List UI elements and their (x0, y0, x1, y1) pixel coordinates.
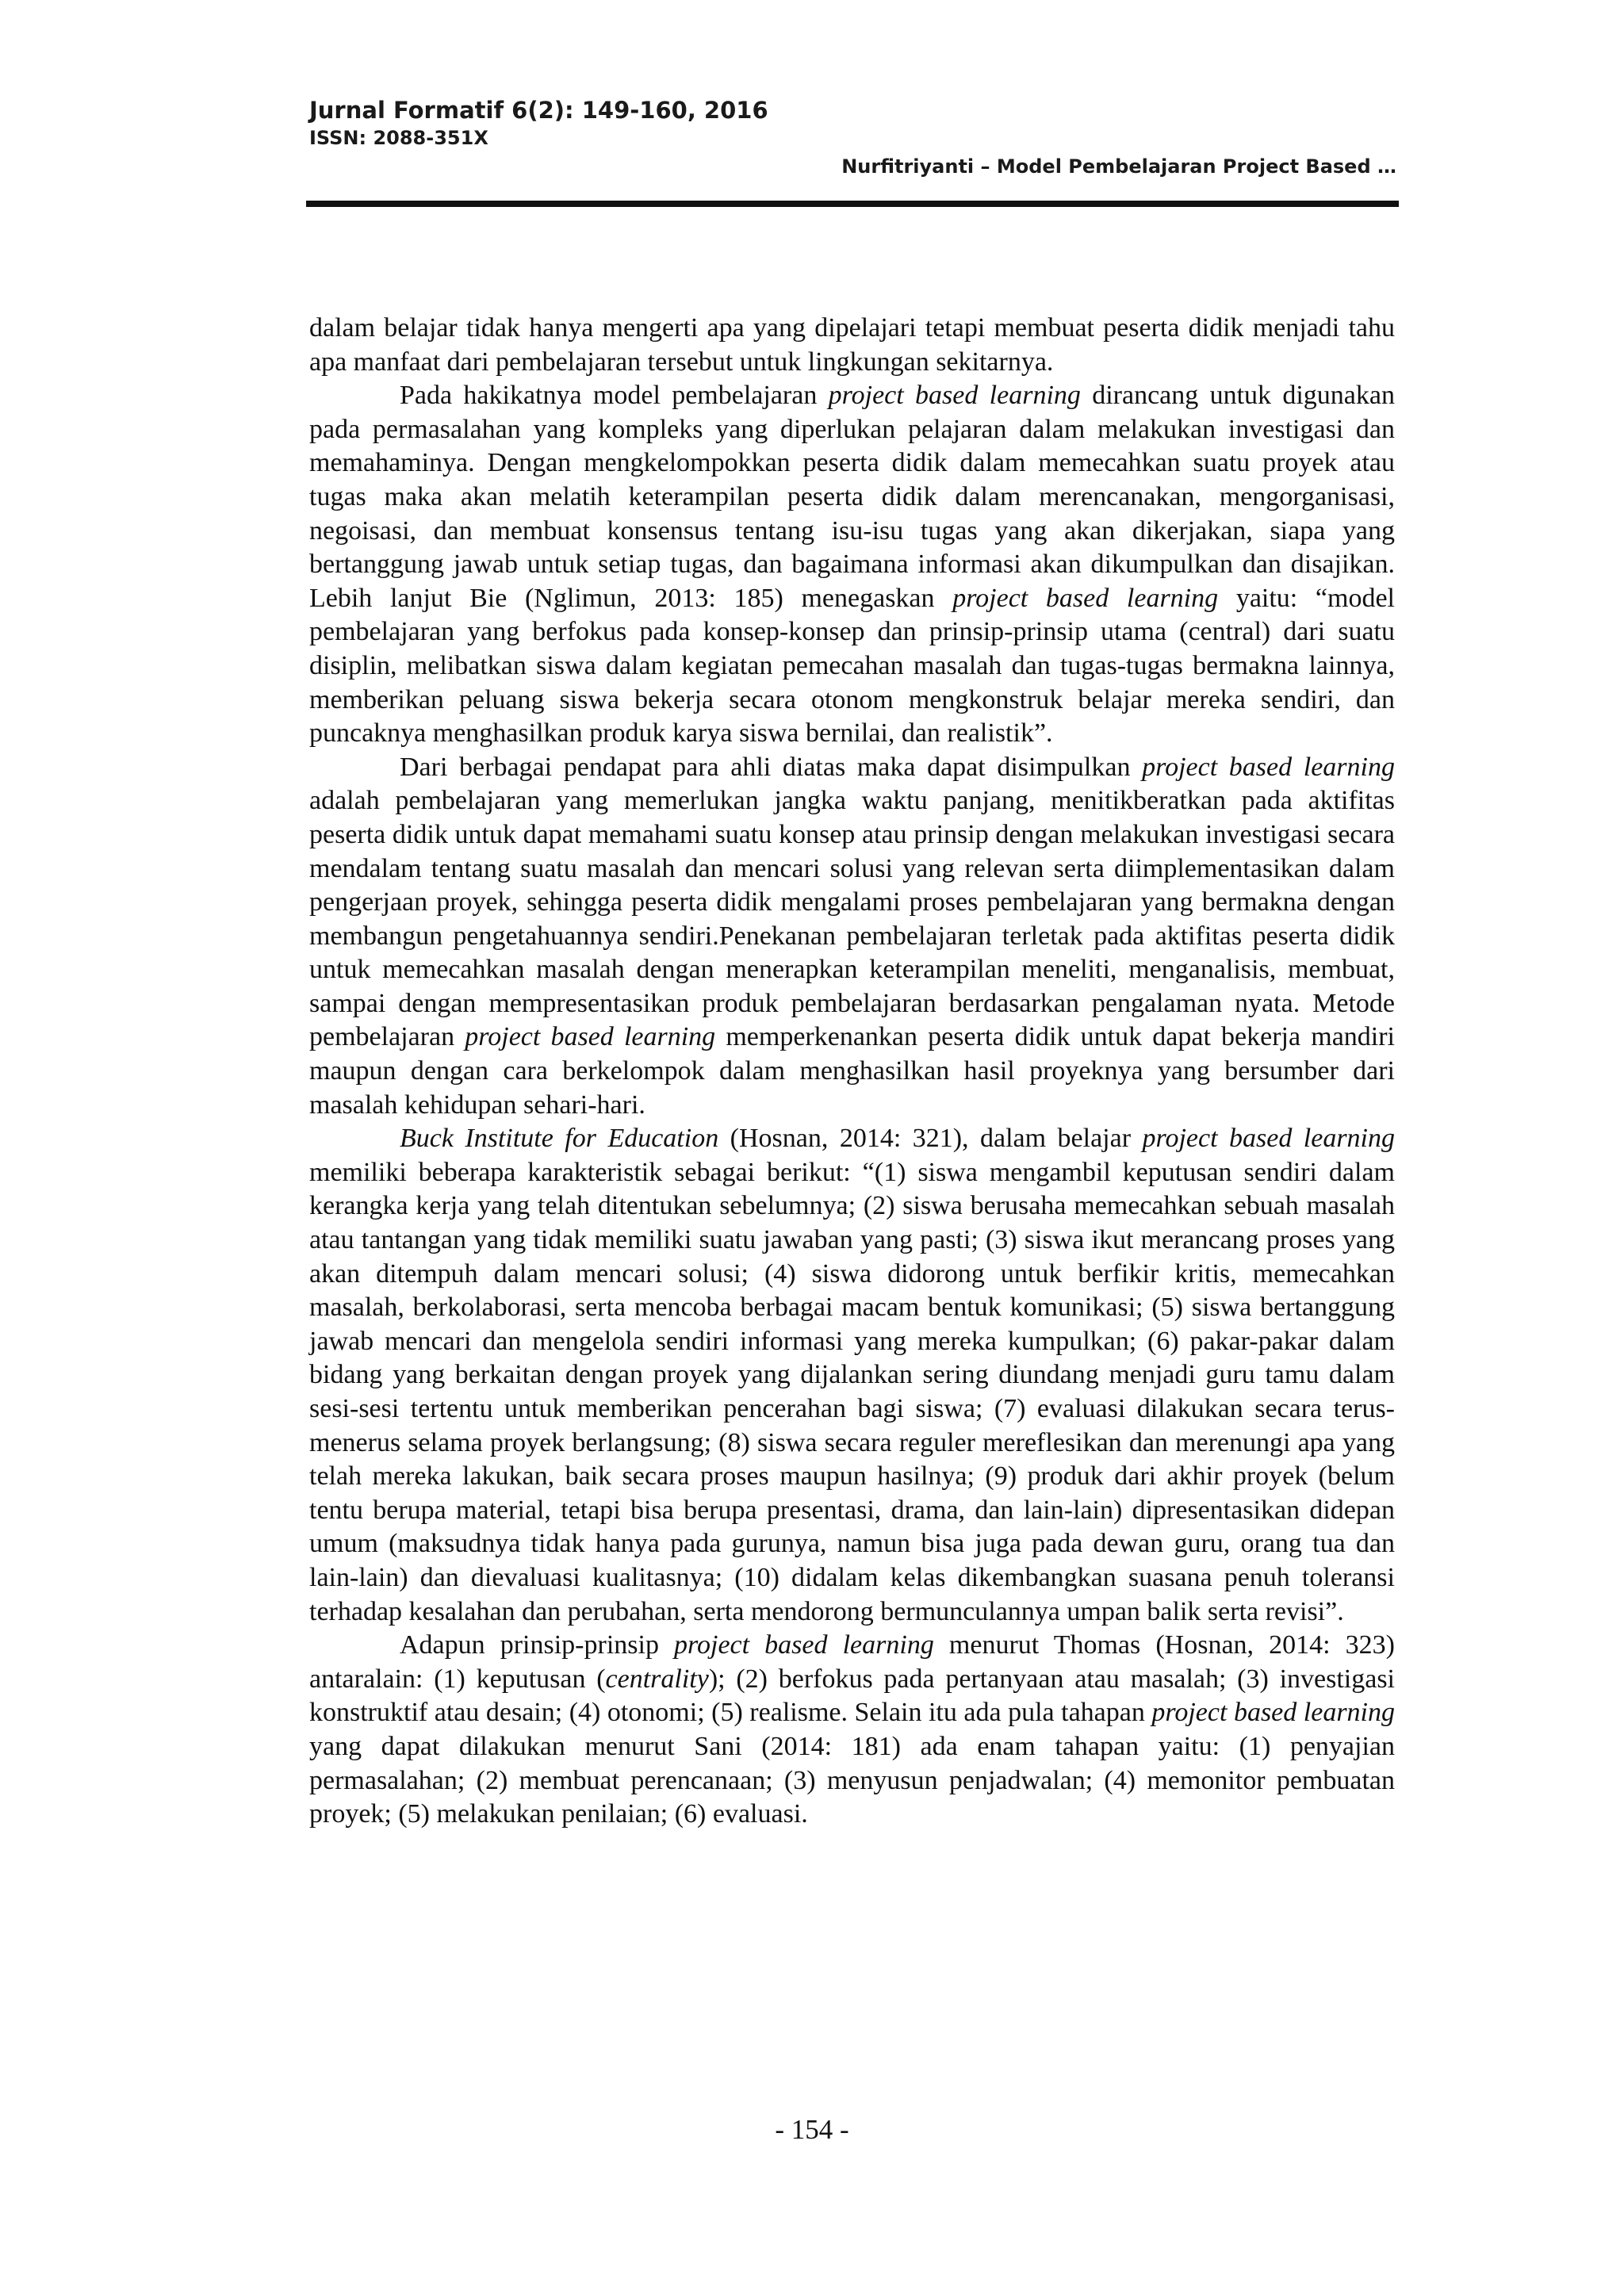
body-paragraph (309, 379, 1395, 751)
italic-term: project based learning (1142, 752, 1395, 782)
body-paragraph (309, 751, 1395, 1123)
text-run: dalam belajar tidak hanya mengerti apa yang dipelajari tetapi membuat peserta didik menjadi tahu apa manfaat dari pembelajaran tersebut untuk lingkungan sekitarnya. (309, 313, 1395, 377)
italic-term: project based learning (1151, 1698, 1396, 1728)
text-run: yang dapat dilakukan menurut Sani (2014: 181) ada enam tahapan yaitu: (1) penyajian permasalahan; (2) membuat perencanaan; (3) menyusun penjadwalan; (4) memonitor pembuatan proyek; (5) melakukan penilaian; (6) evaluasi. (309, 1731, 1395, 1829)
body-paragraph (309, 312, 1395, 379)
issn-label: ISSN: 2088-351X (309, 127, 488, 149)
italic-term: project based learning (952, 583, 1219, 613)
text-run: adalah pembelajaran yang memerlukan jangka waktu panjang, menitikberatkan pada aktifitas peserta didik untuk dapat memahami suatu konsep atau prinsip dengan melakukan investigasi secara mendalam tentang suatu masalah dan mencari solusi yang relevan serta diimplementasikan dalam pengerjaan proyek, sehingga peserta didik mengalami proses pembelajaran yang bermakna dengan membangun pengetahuannya sendiri.Penekanan pembelajaran terletak pada aktifitas peserta didik untuk memecahkan masalah dengan menerapkan keterampilan meneliti, menganalisis, membuat, sampai dengan mempresentasikan produk pembelajaran berdasarkan pengalaman nyata. Metode pembelajaran (309, 786, 1395, 1052)
text-run: ); (2) berfokus pada pertanyaan atau masalah; (3) investigasi konstruktif atau desain; (4) otonomi; (5) realisme. Selain itu ada pula tahapan (309, 1664, 1395, 1728)
header-rule (306, 201, 1399, 207)
running-title: Nurfitriyanti – Model Pembelajaran Project Based … (841, 155, 1396, 178)
italic-term: project based learning (1142, 1124, 1396, 1154)
text-run: dirancang untuk digunakan pada permasalahan yang kompleks yang diperlukan pelajaran dalam melakukan investigasi dan memahaminya. Dengan mengkelompokkan peserta didik dalam memecahkan suatu proyek atau tugas maka akan melatih keterampilan peserta didik dalam merencanakan, mengorganisasi, negoisasi, dan membuat konsensus tentang isu-isu tugas yang akan dikerjakan, siapa yang bertanggung jawab untuk setiap tugas, dan bagaimana informasi akan dikumpulkan dan disajikan. Lebih lanjut Bie (Nglimun, 2013: 185) menegaskan (309, 381, 1395, 613)
italic-term: Buck Institute for Education (400, 1124, 719, 1154)
italic-term: project based learning (828, 381, 1081, 411)
italic-term: project based learning (674, 1630, 934, 1660)
text-run: memperkenankan peserta didik untuk dapat bekerja mandiri maupun dengan cara berkelompok dalam menghasilkan hasil proyeknya yang bersumber dari masalah kehidupan sehari-hari. (309, 1022, 1395, 1120)
text-run: Pada hakikatnya model pembelajaran (400, 381, 829, 411)
page-number: - 154 - (775, 2114, 849, 2145)
text-run: Dari berbagai pendapat para ahli diatas maka dapat disimpulkan (400, 752, 1143, 782)
body-paragraph (309, 1122, 1395, 1629)
text-run: memiliki beberapa karakteristik sebagai berikut: “(1) siswa mengambil keputusan sendiri dalam kerangka kerja yang telah ditentukan sebelumnya; (2) siswa berusaha memecahkan sebuah masalah atau tantangan yang tidak memiliki suatu jawaban yang pasti; (3) siswa ikut merancang proses yang akan ditempuh dalam mencari solusi; (4) siswa didorong untuk berfikir kritis, memecahkan masalah, berkolaborasi, serta mencoba berbagai macam bentuk komunikasi; (5) siswa bertanggung jawab mencari dan mengelola sendiri informasi yang mereka kumpulkan; (6) pakar-pakar dalam bidang yang berkaitan dengan proyek yang dijalankan sering diundang menjadi guru tamu dalam sesi-sesi tertentu untuk memberikan pencerahan bagi siswa; (7) evaluasi dilakukan secara terus-menerus selama proyek berlangsung; (8) siswa secara reguler mereflesikan dan merenungi apa yang telah mereka lakukan, baik secara proses maupun hasilnya; (9) produk dari akhir proyek (belum tentu berupa material, tetapi bisa berupa presentasi, drama, dan lain-lain) dipresentasikan didepan umum (maksudnya tidak hanya pada gurunya, namun bisa juga pada dewan guru, orang tua dan lain-lain) dan dievaluasi kualitasnya; (10) didalam kelas dikembangkan suasana penuh toleransi terhadap kesalahan dan perubahan, serta mendorong bermunculannya umpan balik serta revisi”. (309, 1157, 1395, 1626)
text-run: (Hosnan, 2014: 321), dalam belajar (718, 1124, 1143, 1154)
journal-citation: Jurnal Formatif 6(2): 149-160, 2016 (309, 97, 768, 124)
body-paragraph (309, 1629, 1395, 1832)
article-body (309, 312, 1395, 1832)
text-run: yaitu: “model pembelajaran yang berfokus pada konsep-konsep dan prinsip-prinsip utama (central) dari suatu disiplin, melibatkan siswa dalam kegiatan pemecahan masalah dan tugas-tugas bermakna lainnya, memberikan peluang siswa bekerja secara otonom mengkonstruk belajar mereka sendiri, dan puncaknya menghasilkan produk karya siswa bernilai, dan realistik”. (309, 583, 1395, 749)
text-run: menurut Thomas (Hosnan, 2014: 323) antaralain: (1) keputusan ( (309, 1630, 1395, 1694)
text-run: Adapun prinsip-prinsip (400, 1630, 675, 1660)
italic-term: centrality (605, 1664, 709, 1694)
italic-term: project based learning (465, 1022, 716, 1052)
